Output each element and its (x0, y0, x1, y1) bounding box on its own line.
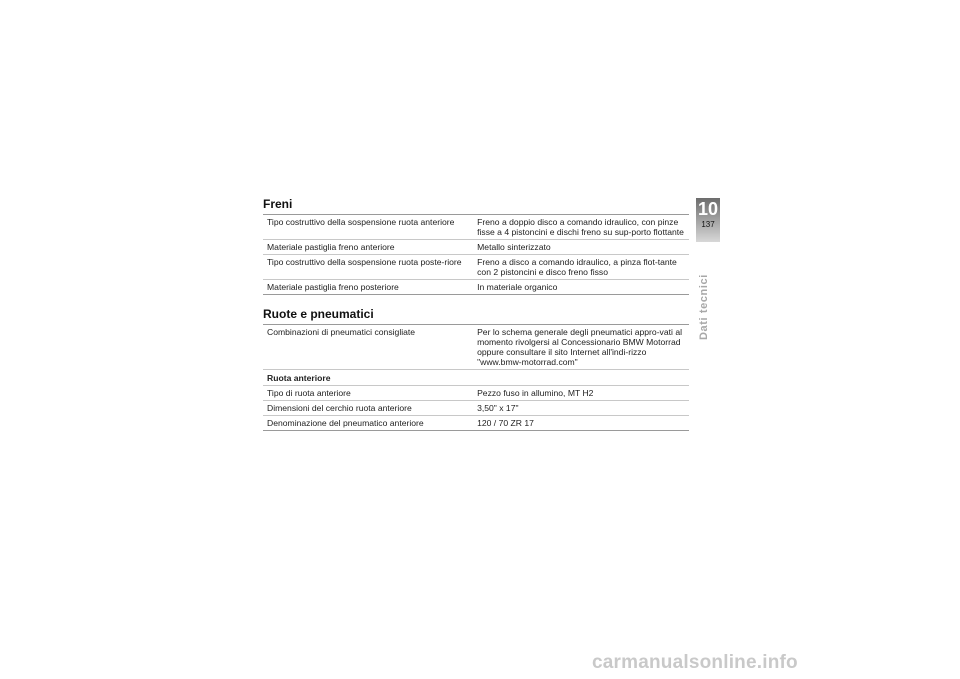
watermark: carmanualsonline.info (592, 652, 798, 673)
spec-label: Materiale pastiglia freno anteriore (263, 240, 473, 255)
table-row (263, 280, 689, 295)
spec-label: Denominazione del pneumatico anteriore (263, 416, 473, 431)
chapter-number: 10 (697, 199, 719, 219)
spec-value: Freno a doppio disco a comando idraulico, con pinze fisse a 4 pistoncini e dischi freno su sup-porto flottante (473, 215, 689, 240)
spec-value: Metallo sinterizzato (473, 240, 689, 255)
spec-page (263, 197, 689, 431)
spec-value: Pezzo fuso in allumino, MT H2 (473, 386, 689, 401)
page-number: 137 (701, 220, 715, 229)
brakes-spec-table (263, 214, 689, 295)
spec-label: Materiale pastiglia freno posteriore (263, 280, 473, 295)
table-row (263, 401, 689, 416)
spec-label: Tipo costruttivo della sospensione ruota anteriore (263, 215, 473, 240)
spec-value: In materiale organico (473, 280, 689, 295)
subheading-ruota-anteriore: Ruota anteriore (263, 370, 689, 386)
table-row (263, 386, 689, 401)
spec-value: 120 / 70 ZR 17 (473, 416, 689, 431)
spec-label: Combinazioni di pneumatici consigliate (263, 325, 473, 370)
table-row (263, 325, 689, 370)
chapter-tab (696, 198, 720, 242)
section-title-freni: Freni (263, 197, 293, 211)
wheels-spec-table (263, 324, 689, 431)
section-title-ruote: Ruote e pneumatici (263, 307, 374, 321)
table-row (263, 240, 689, 255)
spec-label: Tipo di ruota anteriore (263, 386, 473, 401)
spec-value: Freno a disco a comando idraulico, a pinza flot-tante con 2 pistoncini e disco freno fisso (473, 255, 689, 280)
table-row (263, 215, 689, 240)
table-row (263, 255, 689, 280)
chapter-side-label: Dati tecnici (698, 274, 710, 340)
spec-label: Tipo costruttivo della sospensione ruota poste-riore (263, 255, 473, 280)
spec-label: Dimensioni del cerchio ruota anteriore (263, 401, 473, 416)
spec-value: Per lo schema generale degli pneumatici appro-vati al momento rivolgersi al Concessionario BMW Motorrad oppure consultare il sito Internet all'indi-rizzo "www.bmw-motorrad.com" (473, 325, 689, 370)
table-row (263, 416, 689, 431)
spec-value: 3,50" x 17" (473, 401, 689, 416)
table-subheading-row (263, 370, 689, 386)
